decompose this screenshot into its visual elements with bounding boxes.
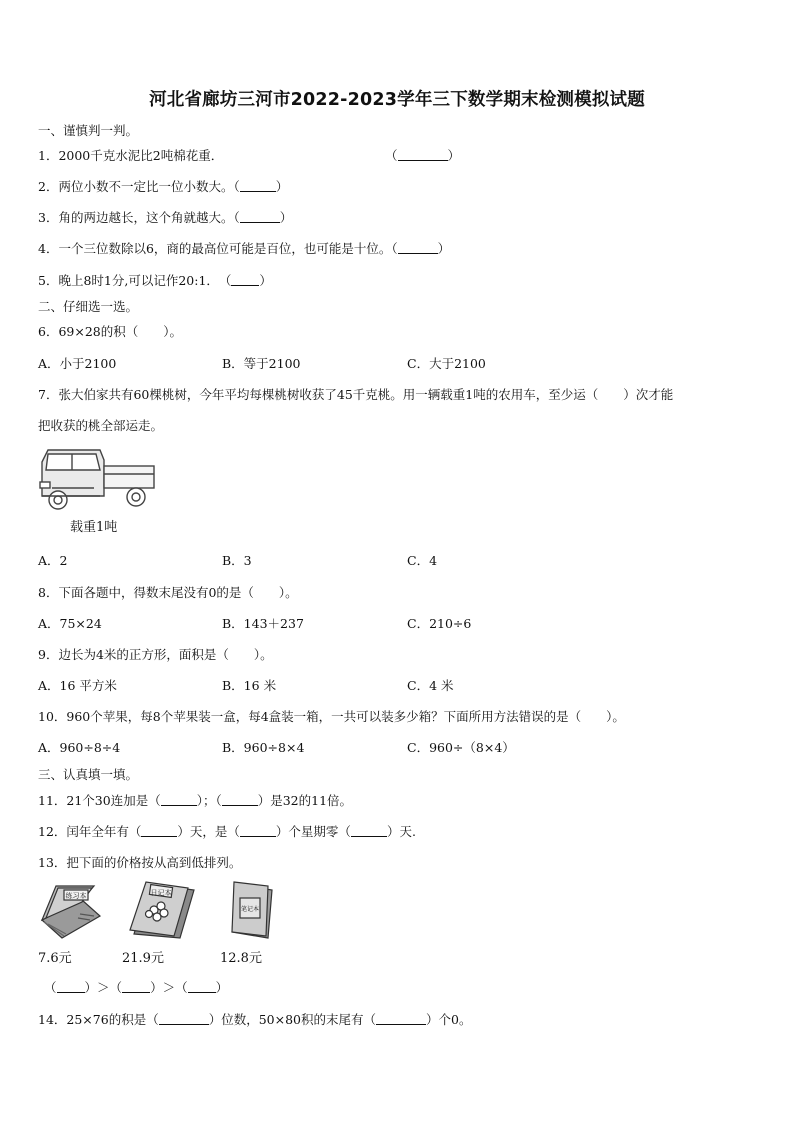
question-1-text: 1．2000千克水泥比2吨棉花重． bbox=[38, 148, 224, 163]
question-11-text-part: ）；（ bbox=[196, 793, 222, 808]
price-diary: 21.9元 bbox=[122, 951, 164, 966]
question-8: 8．下面各题中，得数末尾没有0的是（ ）。 bbox=[38, 585, 298, 600]
answer-bracket-1 bbox=[385, 146, 460, 164]
question-13: 13．把下面的价格按从高到低排列。 bbox=[38, 855, 242, 870]
question-3 bbox=[38, 208, 292, 226]
answer-blank[interactable] bbox=[57, 980, 85, 993]
answer-blank[interactable] bbox=[240, 179, 276, 192]
option-b[interactable]: B．16 米 bbox=[222, 678, 277, 693]
exercise-book-image bbox=[36, 880, 106, 942]
price-notebook: 12.8元 bbox=[220, 951, 262, 966]
price-exercise-book: 7.6元 bbox=[38, 951, 72, 966]
diary-book-image bbox=[124, 880, 198, 942]
question-14-text-part: ）个0。 bbox=[426, 1012, 472, 1027]
answer-blank[interactable] bbox=[351, 824, 387, 837]
bracket-open: （ bbox=[44, 980, 57, 995]
section-heading-choose: 二、仔细选一选。 bbox=[38, 299, 139, 314]
question-5 bbox=[38, 271, 272, 289]
question-1 bbox=[38, 146, 223, 164]
bracket-open: （ bbox=[109, 980, 123, 995]
question-10: 10．960个苹果，每8个苹果装一盒，每4盒装一箱，一共可以装多少箱？下面所用方法错误的是（ ）。 bbox=[38, 709, 625, 724]
question-12-text-part: ）天，是（ bbox=[177, 824, 240, 839]
question-12-text-part: ）天. bbox=[386, 824, 416, 839]
section-heading-judge: 一、谨慎判一判。 bbox=[38, 123, 139, 138]
answer-blank[interactable] bbox=[231, 273, 259, 286]
book-cover-text: 笔记本 bbox=[240, 906, 260, 913]
option-a[interactable]: A．960÷8÷4 bbox=[38, 740, 121, 755]
question-14-text-part: 14．25×76的积是（ bbox=[38, 1012, 159, 1027]
question-9: 9．边长为4米的正方形，面积是（ ）。 bbox=[38, 647, 273, 662]
greater-than-sign: ＞ bbox=[162, 980, 176, 995]
book-cover-text: 日记本 bbox=[150, 889, 172, 897]
question-4 bbox=[38, 239, 450, 257]
answer-blank[interactable] bbox=[122, 980, 150, 993]
book-cover-text: 练习本 bbox=[65, 892, 87, 900]
bracket-close: ） bbox=[275, 179, 289, 194]
bracket-close: ） bbox=[215, 980, 229, 995]
answer-blank[interactable] bbox=[398, 148, 448, 161]
answer-blank[interactable] bbox=[398, 241, 438, 254]
question-7-line-2: 把收获的桃全部运走。 bbox=[38, 418, 164, 433]
question-11 bbox=[38, 791, 352, 809]
section-heading-fill: 三、认真填一填。 bbox=[38, 767, 139, 782]
truck-caption: 载重1吨 bbox=[70, 520, 118, 535]
option-b[interactable]: B．960÷8×4 bbox=[222, 740, 305, 755]
greater-than-sign: ＞ bbox=[97, 980, 110, 995]
answer-blank[interactable] bbox=[141, 824, 177, 837]
answer-blank[interactable] bbox=[188, 980, 216, 993]
answer-blank[interactable] bbox=[161, 793, 197, 806]
question-2 bbox=[38, 177, 288, 195]
answer-blank[interactable] bbox=[222, 793, 258, 806]
question-7-line-1: 7．张大伯家共有60棵桃树，今年平均每棵桃树收获了45千克桃。用一辆载重1吨的农用车，至少运（ ）次才能 bbox=[38, 387, 674, 402]
truck-illustration bbox=[38, 444, 156, 514]
question-4-text: 4．一个三位数除以6，商的最高位可能是百位，也可能是十位。（ bbox=[38, 241, 398, 256]
bracket-close: ） bbox=[447, 148, 461, 163]
option-a[interactable]: A．75×24 bbox=[38, 616, 102, 631]
question-11-text-part: ）是32的11倍。 bbox=[257, 793, 353, 808]
question-11-text-part: 11．21个30连加是（ bbox=[38, 793, 161, 808]
bracket-open: （ bbox=[385, 148, 398, 163]
bracket-close: ） bbox=[84, 980, 98, 995]
price-order-row bbox=[44, 978, 228, 996]
option-b[interactable]: B．等于2100 bbox=[222, 356, 301, 371]
bracket-close: ） bbox=[437, 241, 451, 256]
question-14 bbox=[38, 1010, 471, 1028]
question-12-text-part: ）个星期零（ bbox=[275, 824, 351, 839]
question-12 bbox=[38, 822, 416, 840]
answer-blank[interactable] bbox=[240, 210, 280, 223]
question-5-text: 5．晚上8时1分,可以记作20:1． （ bbox=[38, 273, 232, 288]
option-c[interactable]: C．大于2100 bbox=[407, 356, 486, 371]
question-12-text-part: 12．闰年全年有（ bbox=[38, 824, 142, 839]
option-a[interactable]: A．16 平方米 bbox=[38, 678, 117, 693]
answer-blank[interactable] bbox=[159, 1012, 209, 1025]
option-b[interactable]: B．3 bbox=[222, 553, 252, 568]
option-a[interactable]: A．小于2100 bbox=[38, 356, 117, 371]
option-b[interactable]: B．143＋237 bbox=[222, 616, 304, 631]
answer-blank[interactable] bbox=[376, 1012, 426, 1025]
page-title: 河北省廊坊三河市2022-2023学年三下数学期末检测模拟试题 bbox=[149, 90, 645, 110]
question-2-text: 2．两位小数不一定比一位小数大。（ bbox=[38, 179, 240, 194]
bracket-open: （ bbox=[175, 980, 188, 995]
question-3-text: 3．角的两边越长，这个角就越大。（ bbox=[38, 210, 240, 225]
option-c[interactable]: C．960÷（8×4） bbox=[407, 740, 515, 755]
answer-blank[interactable] bbox=[240, 824, 276, 837]
question-14-text-part: ）位数，50×80积的末尾有（ bbox=[208, 1012, 376, 1027]
option-c[interactable]: C．4 bbox=[407, 553, 438, 568]
bracket-close: ） bbox=[150, 980, 163, 995]
question-6: 6．69×28的积（ ）。 bbox=[38, 324, 182, 339]
option-c[interactable]: C．4 米 bbox=[407, 678, 454, 693]
option-a[interactable]: A．2 bbox=[38, 553, 68, 568]
option-c[interactable]: C．210÷6 bbox=[407, 616, 472, 631]
notebook-image bbox=[228, 880, 276, 940]
bracket-close: ） bbox=[279, 210, 293, 225]
bracket-close: ） bbox=[259, 273, 272, 288]
